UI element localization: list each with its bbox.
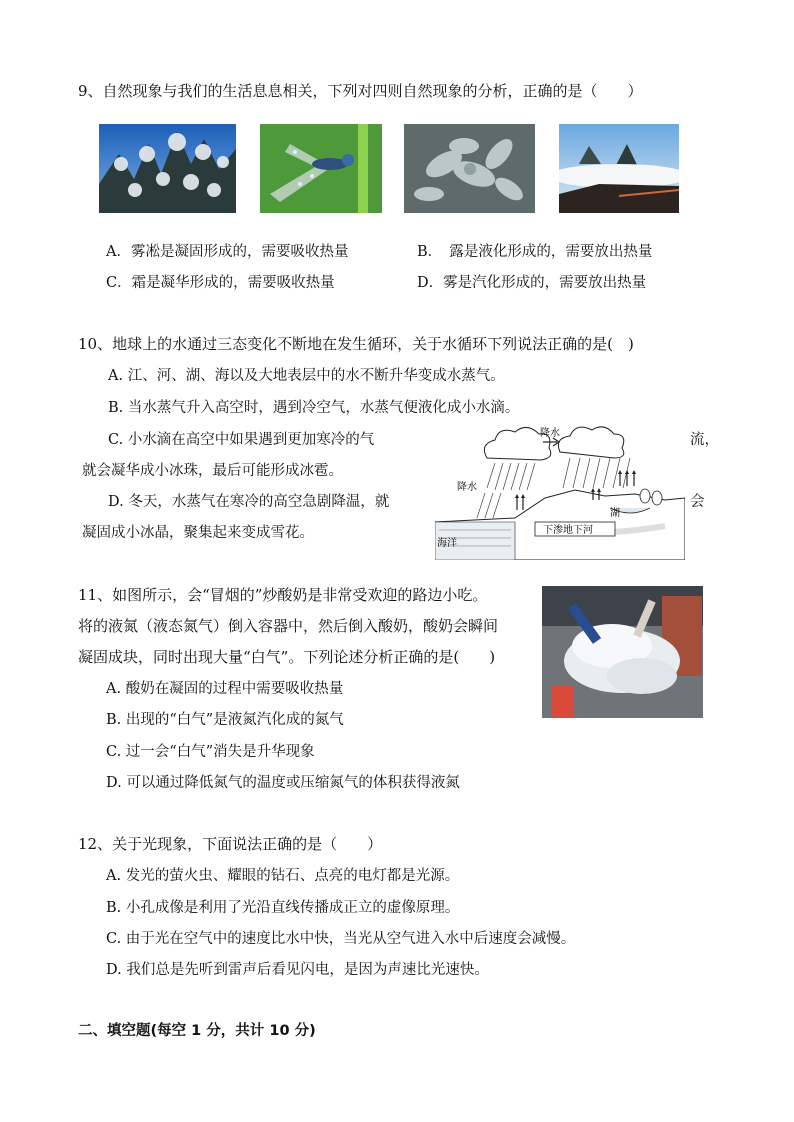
q10-stem: 10、地球上的水通过三态变化不断地在发生循环，关于水循环下列说法正确的是( ) (78, 335, 634, 353)
q12-option-a: A. 发光的萤火虫、耀眼的钻石、点亮的电灯都是光源。 (106, 868, 460, 884)
frost-leaves-photo (404, 124, 535, 213)
q9-option-d: D．雾是汽化形成的，需要放出热量 (417, 275, 647, 291)
q10-option-c-line1: C. 小水滴在高空中如果遇到更加寒冷的气 (108, 432, 375, 448)
q9-option-a: A．雾凇是凝固形成的，需要吸收热量 (106, 244, 349, 260)
q11-option-d: D. 可以通过降低氮气的温度或压缩氮气的体积获得液氮 (106, 775, 460, 791)
q10-option-d-line2: 凝固成小冰晶，聚集起来变成雪花。 (82, 525, 314, 541)
q12-option-c: C. 由于光在空气中的速度比水中快，当光从空气进入水中后速度会减慢。 (106, 931, 576, 947)
q11-option-a: A. 酸奶在凝固的过程中需要吸收热量 (106, 681, 344, 697)
label-rain-top: 降水 (540, 428, 560, 439)
q11-line1: 11、如图所示，会“冒烟的”炒酸奶是非常受欢迎的路边小吃。 (78, 586, 488, 604)
q10-option-d-tail: 会 (690, 494, 705, 510)
q10-option-d-line1: D. 冬天，水蒸气在寒冷的高空急剧降温，就 (108, 494, 390, 510)
q11-option-b: B. 出现的“白气”是液氮汽化成的氮气 (106, 712, 344, 728)
q12-option-d: D. 我们总是先听到雷声后看见闪电，是因为声速比光速快。 (106, 962, 489, 978)
section2-title: 二、填空题(每空 1 分，共计 10 分) (78, 1023, 316, 1039)
q10-option-b: B. 当水蒸气升入高空时，遇到冷空气，水蒸气便液化成小水滴。 (108, 400, 520, 416)
dew-dragonfly-photo (260, 124, 382, 213)
label-ocean: 海洋 (437, 538, 457, 549)
label-groundwater: 下渗地下河 (543, 525, 593, 536)
fried-yogurt-photo (542, 586, 703, 718)
q9-option-c: C．霜是凝华形成的，需要吸收热量 (106, 275, 335, 291)
label-lake: 湖 (610, 508, 620, 519)
rime-pine-photo (99, 124, 236, 213)
q11-option-c: C. 过一会“白气”消失是升华现象 (106, 744, 315, 760)
q9-stem: 9、自然现象与我们的生活息息相关，下列对四则自然现象的分析，正确的是（ ） (78, 82, 643, 100)
q9-option-b: B． 露是液化形成的，需要放出热量 (417, 244, 653, 260)
q10-option-a: A. 江、河、湖、海以及大地表层中的水不断升华变成水蒸气。 (108, 368, 505, 384)
q12-option-b: B. 小孔成像是利用了光沿直线传播成正立的虚像原理。 (106, 900, 460, 916)
q10-option-c-tail: 流， (690, 432, 719, 448)
label-rain-left: 降水 (457, 482, 477, 493)
fog-mountain-photo (559, 124, 679, 213)
q12-stem: 12、关于光现象，下面说法正确的是（ ） (78, 835, 383, 853)
q11-line2: 将的液氮（液态氮气）倒入容器中，然后倒入酸奶，酸奶会瞬间 (78, 617, 499, 635)
q10-option-c-line2: 就会凝华成小冰珠，最后可能形成冰雹。 (82, 463, 343, 479)
water-cycle-diagram (435, 418, 685, 560)
q11-line3: 凝固成块，同时出现大量“白气”。下列论述分析正确的是( ) (78, 648, 496, 666)
